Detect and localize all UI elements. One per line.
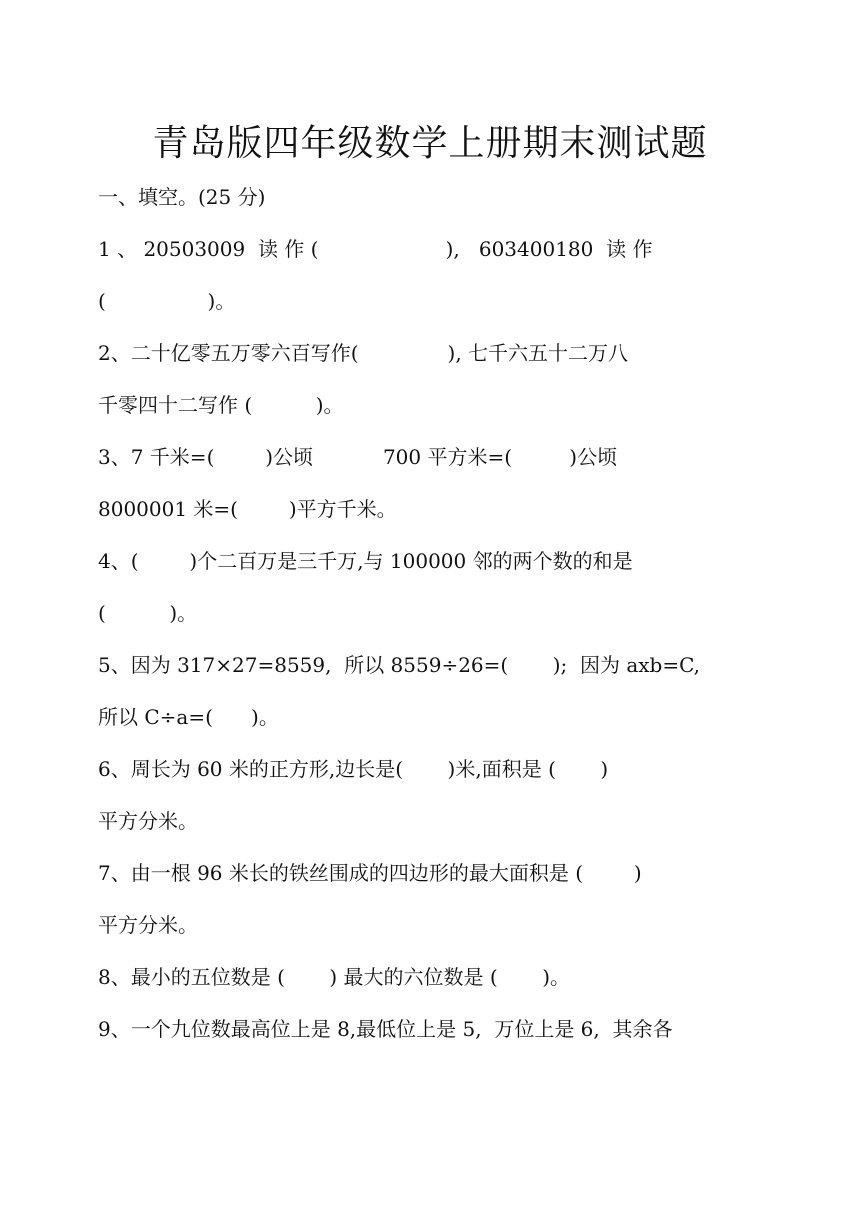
question-8-line-1: 8、最小的五位数是 ( ) 最大的六位数是 ( )。 — [98, 965, 571, 989]
question-3-line-1: 3、7 千米=( )公顷 700 平方米=( )公顷 — [98, 445, 618, 469]
question-4-line-2: ( )。 — [98, 601, 198, 625]
question-6-line-2: 平方分米。 — [98, 809, 198, 833]
question-5-line-1: 5、因为 317×27=8559, 所以 8559÷26=( ); 因为 axb=C, — [98, 653, 701, 677]
question-4-line-1: 4、( )个二百万是三千万,与 100000 邻的两个数的和是 — [98, 549, 633, 573]
question-9-line-1: 9、一个九位数最高位上是 8,最低位上是 5, 万位上是 6, 其余各 — [98, 1017, 673, 1041]
question-2-line-1: 2、二十亿零五万零六百写作( ), 七千六五十二万八 — [98, 341, 629, 365]
question-2-line-2: 千零四十二写作 ( )。 — [98, 393, 344, 417]
question-3-line-2: 8000001 米=( )平方千米。 — [98, 497, 397, 521]
question-5-line-2: 所以 C÷a=( )。 — [98, 705, 279, 729]
question-7-line-2: 平方分米。 — [98, 913, 198, 937]
page-title: 青岛版四年级数学上册期末测试题 — [152, 123, 708, 164]
question-6-line-1: 6、周长为 60 米的正方形,边长是( )米,面积是 ( ) — [98, 757, 609, 781]
section-heading: 一、填空。(25 分) — [98, 185, 266, 209]
question-7-line-1: 7、由一根 96 米长的铁丝围成的四边形的最大面积是 ( ) — [98, 861, 642, 885]
question-1-line-2: ( )。 — [98, 289, 236, 313]
question-1-line-1: 1 、 20503009 读 作 ( ), 603400180 读 作 — [98, 237, 653, 261]
